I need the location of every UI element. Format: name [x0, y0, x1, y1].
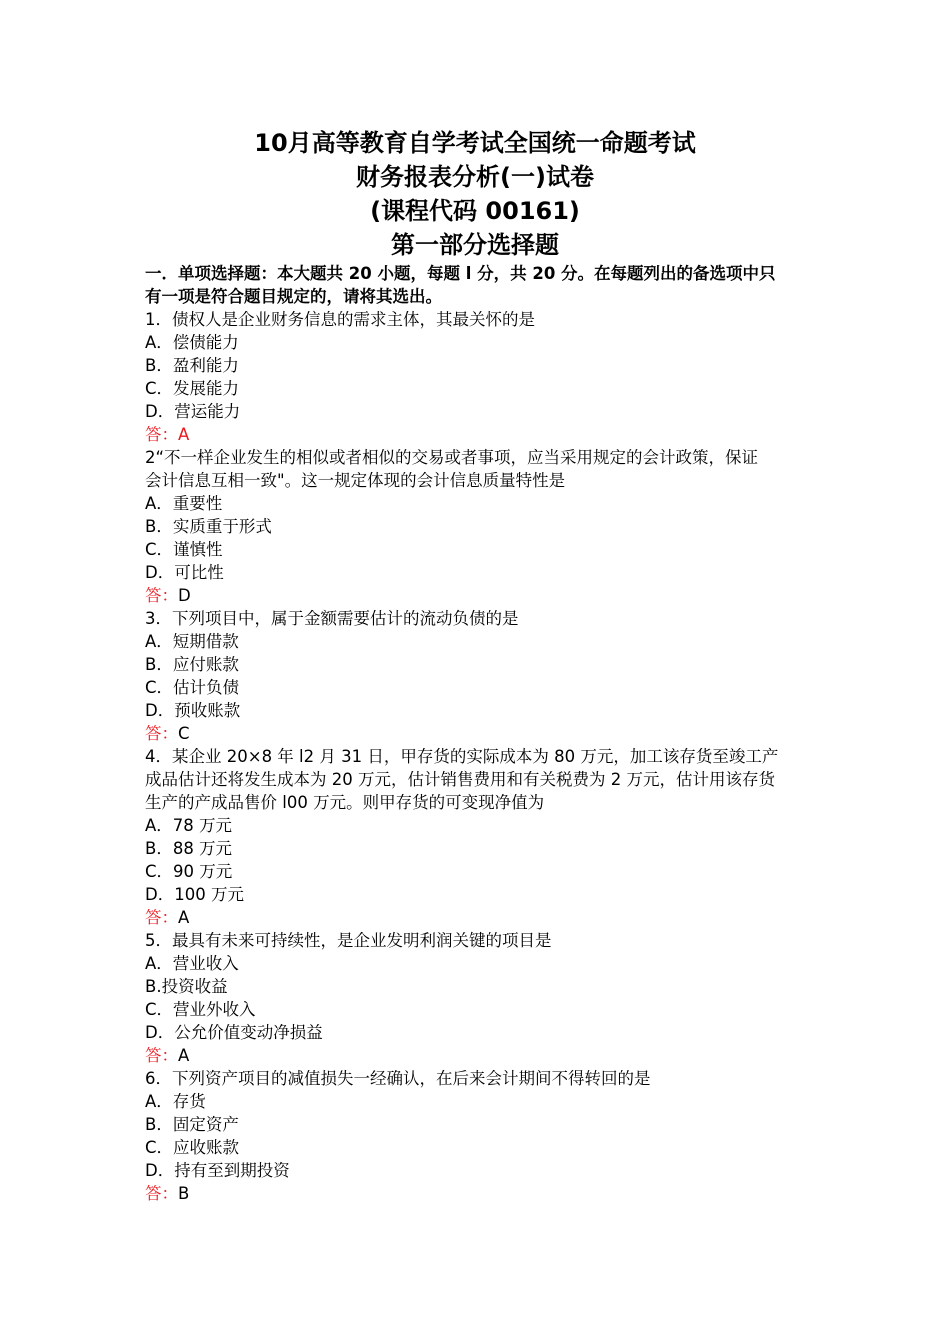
- answer-value: B: [178, 1184, 190, 1203]
- question-stem: 6．下列资产项目的减值损失一经确认，在后来会计期间不得转回的是: [145, 1069, 651, 1088]
- option-a: A．营业收入: [145, 954, 239, 973]
- answer-label: 答：: [145, 724, 178, 743]
- question-stem: 2“不一样企业发生的相似或者相似的交易或者事项，应当采用规定的会计政策，保证: [145, 448, 759, 467]
- answer-label: 答：: [145, 586, 178, 605]
- answer-label: 答：: [145, 1184, 178, 1203]
- option-b: B．实质重于形式: [145, 517, 272, 536]
- answer-value: D: [178, 586, 191, 605]
- option-d: D．预收账款: [145, 701, 241, 720]
- option-d: D．可比性: [145, 563, 224, 582]
- option-d: D．100 万元: [145, 885, 244, 904]
- option-c: C．90 万元: [145, 862, 233, 881]
- option-c: C．估计负债: [145, 678, 240, 697]
- question-stem: 1．债权人是企业财务信息的需求主体，其最关怀的是: [145, 310, 535, 329]
- section-instruction-line-1: 一．单项选择题：本大题共 20 小题，每题 l 分，共 20 分。在每题列出的备选项中只: [145, 264, 776, 283]
- question-stem-continued: 会计信息互相一致"。这一规定体现的会计信息质量特性是: [145, 471, 566, 490]
- answer-label: 答：: [145, 908, 178, 927]
- answer-label: 答：: [145, 425, 178, 444]
- question-stem: 3．下列项目中，属于金额需要估计的流动负债的是: [145, 609, 519, 628]
- answer-line: [145, 906, 815, 929]
- option-a: A．78 万元: [145, 816, 233, 835]
- answer-line: [145, 423, 815, 446]
- option-d: D．公允价值变动净损益: [145, 1023, 323, 1042]
- answer-value: A: [178, 425, 190, 444]
- question-stem: 5．最具有未来可持续性，是企业发明利润关键的项目是: [145, 931, 552, 950]
- answer-line: [145, 584, 815, 607]
- option-c: C．发展能力: [145, 379, 240, 398]
- question-stem-continued: 生产的产成品售价 l00 万元。则甲存货的可变现净值为: [145, 793, 545, 812]
- answer-value: A: [178, 1046, 190, 1065]
- option-b: B.投资收益: [145, 977, 228, 996]
- answer-value: C: [178, 724, 190, 743]
- option-d: D．营运能力: [145, 402, 241, 421]
- option-b: B．应付账款: [145, 655, 239, 674]
- option-c: C．谨慎性: [145, 540, 223, 559]
- answer-line: [145, 1182, 815, 1205]
- part-heading: 第一部分选择题: [391, 231, 559, 259]
- option-b: B．盈利能力: [145, 356, 239, 375]
- option-a: A．重要性: [145, 494, 223, 513]
- question-stem: 4．某企业 20×8 年 l2 月 31 日，甲存货的实际成本为 80 万元，加工该存货至竣工产: [145, 747, 779, 766]
- answer-line: [145, 722, 815, 745]
- exam-title-line-2: 财务报表分析(一)试卷: [356, 163, 594, 191]
- option-a: A．存货: [145, 1092, 206, 1111]
- option-b: B．固定资产: [145, 1115, 239, 1134]
- question-stem-continued: 成品估计还将发生成本为 20 万元，估计销售费用和有关税费为 2 万元，估计用该存货: [145, 770, 775, 789]
- option-c: C．应收账款: [145, 1138, 240, 1157]
- answer-value: A: [178, 908, 190, 927]
- option-a: A．偿债能力: [145, 333, 239, 352]
- course-code-line: (课程代码 00161): [370, 197, 580, 225]
- answer-line: [145, 1044, 815, 1067]
- option-a: A．短期借款: [145, 632, 239, 651]
- section-instruction-line-2: 有一项是符合题目规定的，请将其选出。: [145, 287, 442, 306]
- exam-title-line-1: 10月高等教育自学考试全国统一命题考试: [254, 129, 696, 157]
- option-c: C．营业外收入: [145, 1000, 256, 1019]
- option-d: D．持有至到期投资: [145, 1161, 290, 1180]
- option-b: B．88 万元: [145, 839, 233, 858]
- answer-label: 答：: [145, 1046, 178, 1065]
